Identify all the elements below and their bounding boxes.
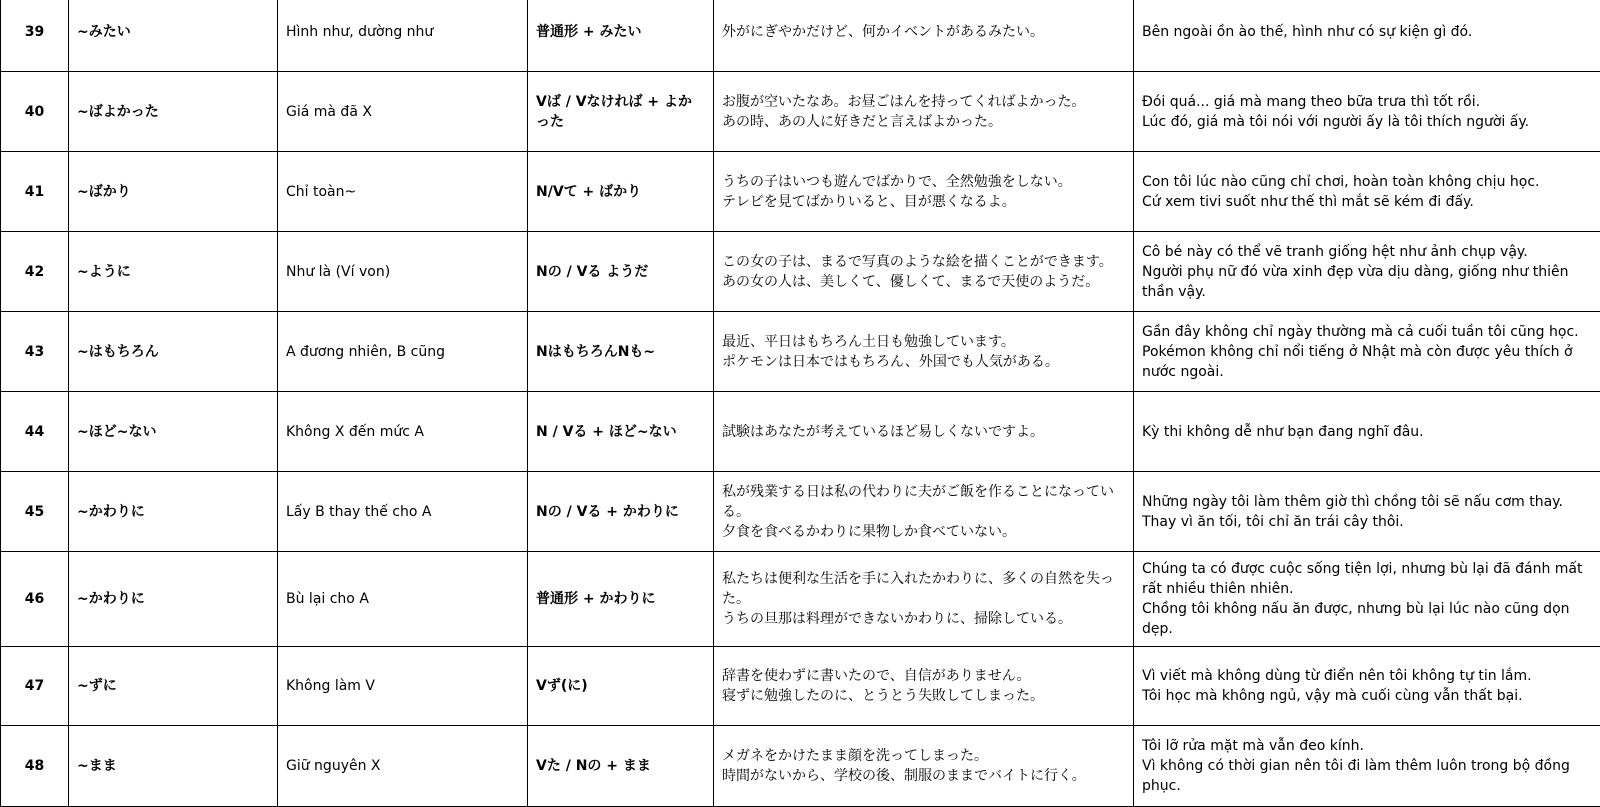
table-row <box>1 72 1600 152</box>
example-sentence: ポケモンは日本ではもちろん、外国でも人気がある。 <box>722 352 1125 372</box>
grammar-pattern: ~かわりに <box>69 472 278 552</box>
row-number: 48 <box>1 726 69 807</box>
structure-cell: Nの / Vる + かわりに <box>528 472 714 552</box>
translations-cell <box>1134 472 1600 552</box>
example-sentence: この女の子は、まるで写真のような絵を描くことができます。 <box>722 252 1125 272</box>
table-row <box>1 312 1600 392</box>
meaning-cell: Lấy B thay thế cho A <box>278 472 528 552</box>
grammar-pattern: ~ばかり <box>69 152 278 232</box>
example-sentence: お腹が空いたなあ。お昼ごはんを持ってくればよかった。 <box>722 92 1125 112</box>
example-sentence: 最近、平日はもちろん土日も勉強しています。 <box>722 332 1125 352</box>
structure-cell: Vず(に) <box>528 647 714 726</box>
table-row <box>1 472 1600 552</box>
row-number: 41 <box>1 152 69 232</box>
grammar-pattern: ~かわりに <box>69 552 278 647</box>
row-number: 43 <box>1 312 69 392</box>
meaning-cell: Giữ nguyên X <box>278 726 528 807</box>
examples-cell <box>714 0 1134 72</box>
structure-cell: 普通形 + かわりに <box>528 552 714 647</box>
translation-sentence: Người phụ nữ đó vừa xinh đẹp vừa dịu dàng, giống như thiên thần vậy. <box>1142 262 1592 302</box>
meaning-cell: Hình như, dường như <box>278 0 528 72</box>
translations-cell <box>1134 647 1600 726</box>
translation-sentence: Con tôi lúc nào cũng chỉ chơi, hoàn toàn không chịu học. <box>1142 172 1592 192</box>
translations-cell <box>1134 152 1600 232</box>
translation-sentence: Thay vì ăn tối, tôi chỉ ăn trái cây thôi. <box>1142 512 1592 532</box>
row-number: 46 <box>1 552 69 647</box>
translation-sentence: Cứ xem tivi suốt như thế thì mắt sẽ kém đi đấy. <box>1142 192 1592 212</box>
examples-cell <box>714 392 1134 472</box>
translation-sentence: Chúng ta có được cuộc sống tiện lợi, nhưng bù lại đã đánh mất rất nhiều thiên nhiên. <box>1142 559 1592 599</box>
translations-cell <box>1134 312 1600 392</box>
translation-sentence: Bên ngoài ồn ào thế, hình như có sự kiện gì đó. <box>1142 22 1592 42</box>
row-number: 39 <box>1 0 69 72</box>
translation-sentence: Vì không có thời gian nên tôi đi làm thêm luôn trong bộ đồng phục. <box>1142 756 1592 796</box>
table-row <box>1 0 1600 72</box>
examples-cell <box>714 472 1134 552</box>
example-sentence: メガネをかけたまま顔を洗ってしまった。 <box>722 746 1125 766</box>
meaning-cell: Chỉ toàn~ <box>278 152 528 232</box>
example-sentence: 寝ずに勉強したのに、とうとう失敗してしまった。 <box>722 686 1125 706</box>
structure-cell: N / Vる + ほど~ない <box>528 392 714 472</box>
examples-cell <box>714 72 1134 152</box>
example-sentence: 外がにぎやかだけど、何かイベントがあるみたい。 <box>722 22 1125 42</box>
table-row <box>1 392 1600 472</box>
meaning-cell: Không X đến mức A <box>278 392 528 472</box>
row-number: 47 <box>1 647 69 726</box>
example-sentence: あの女の人は、美しくて、優しくて、まるで天使のようだ。 <box>722 272 1125 292</box>
row-number: 42 <box>1 232 69 312</box>
meaning-cell: A đương nhiên, B cũng <box>278 312 528 392</box>
meaning-cell: Không làm V <box>278 647 528 726</box>
example-sentence: あの時、あの人に好きだと言えばよかった。 <box>722 112 1125 132</box>
translation-sentence: Vì viết mà không dùng từ điển nên tôi không tự tin lắm. <box>1142 666 1592 686</box>
example-sentence: うちの旦那は料理ができないかわりに、掃除している。 <box>722 609 1125 629</box>
translation-sentence: Đói quá... giá mà mang theo bữa trưa thì tốt rồi. <box>1142 92 1592 112</box>
table-row <box>1 647 1600 726</box>
meaning-cell: Bù lại cho A <box>278 552 528 647</box>
translations-cell <box>1134 392 1600 472</box>
meaning-cell: Như là (Ví von) <box>278 232 528 312</box>
translations-cell <box>1134 72 1600 152</box>
example-sentence: 私たちは便利な生活を手に入れたかわりに、多くの自然を失った。 <box>722 569 1125 609</box>
grammar-pattern: ~まま <box>69 726 278 807</box>
row-number: 40 <box>1 72 69 152</box>
example-sentence: 私が残業する日は私の代わりに夫がご飯を作ることになっている。 <box>722 482 1125 522</box>
translation-sentence: Cô bé này có thể vẽ tranh giống hệt như ảnh chụp vậy. <box>1142 242 1592 262</box>
translation-sentence: Tôi học mà không ngủ, vậy mà cuối cùng vẫn thất bại. <box>1142 686 1592 706</box>
grammar-pattern: ~ように <box>69 232 278 312</box>
table-body <box>1 0 1600 807</box>
translations-cell <box>1134 726 1600 807</box>
grammar-pattern: ~みたい <box>69 0 278 72</box>
example-sentence: 試験はあなたが考えているほど易しくないですよ。 <box>722 422 1125 442</box>
example-sentence: テレビを見てばかりいると、目が悪くなるよ。 <box>722 192 1125 212</box>
structure-cell: Vば / Vなければ + よかった <box>528 72 714 152</box>
example-sentence: うちの子はいつも遊んでばかりで、全然勉強をしない。 <box>722 172 1125 192</box>
structure-cell: 普通形 + みたい <box>528 0 714 72</box>
grammar-pattern: ~はもちろん <box>69 312 278 392</box>
structure-cell: N/Vて + ばかり <box>528 152 714 232</box>
translation-sentence: Pokémon không chỉ nổi tiếng ở Nhật mà còn được yêu thích ở nước ngoài. <box>1142 342 1592 382</box>
table-row <box>1 152 1600 232</box>
examples-cell <box>714 647 1134 726</box>
grammar-pattern: ~ずに <box>69 647 278 726</box>
table-row <box>1 552 1600 647</box>
translation-sentence: Những ngày tôi làm thêm giờ thì chồng tôi sẽ nấu cơm thay. <box>1142 492 1592 512</box>
translation-sentence: Tôi lỡ rửa mặt mà vẫn đeo kính. <box>1142 736 1592 756</box>
structure-cell: Vた / Nの + まま <box>528 726 714 807</box>
structure-cell: NはもちろんNも~ <box>528 312 714 392</box>
row-number: 45 <box>1 472 69 552</box>
translation-sentence: Kỳ thi không dễ như bạn đang nghĩ đâu. <box>1142 422 1592 442</box>
translation-sentence: Lúc đó, giá mà tôi nói với người ấy là tôi thích người ấy. <box>1142 112 1592 132</box>
table-row <box>1 232 1600 312</box>
examples-cell <box>714 726 1134 807</box>
translations-cell <box>1134 0 1600 72</box>
translation-sentence: Gần đây không chỉ ngày thường mà cả cuối tuần tôi cũng học. <box>1142 322 1592 342</box>
grammar-pattern: ~ほど~ない <box>69 392 278 472</box>
row-number: 44 <box>1 392 69 472</box>
grammar-pattern: ~ばよかった <box>69 72 278 152</box>
examples-cell <box>714 552 1134 647</box>
translation-sentence: Chồng tôi không nấu ăn được, nhưng bù lại lúc nào cũng dọn dẹp. <box>1142 599 1592 639</box>
example-sentence: 時間がないから、学校の後、制服のままでバイトに行く。 <box>722 766 1125 786</box>
translations-cell <box>1134 552 1600 647</box>
example-sentence: 夕食を食べるかわりに果物しか食べていない。 <box>722 522 1125 542</box>
structure-cell: Nの / Vる ようだ <box>528 232 714 312</box>
table-row <box>1 726 1600 807</box>
examples-cell <box>714 312 1134 392</box>
examples-cell <box>714 152 1134 232</box>
meaning-cell: Giá mà đã X <box>278 72 528 152</box>
translations-cell <box>1134 232 1600 312</box>
examples-cell <box>714 232 1134 312</box>
example-sentence: 辞書を使わずに書いたので、自信がありません。 <box>722 666 1125 686</box>
